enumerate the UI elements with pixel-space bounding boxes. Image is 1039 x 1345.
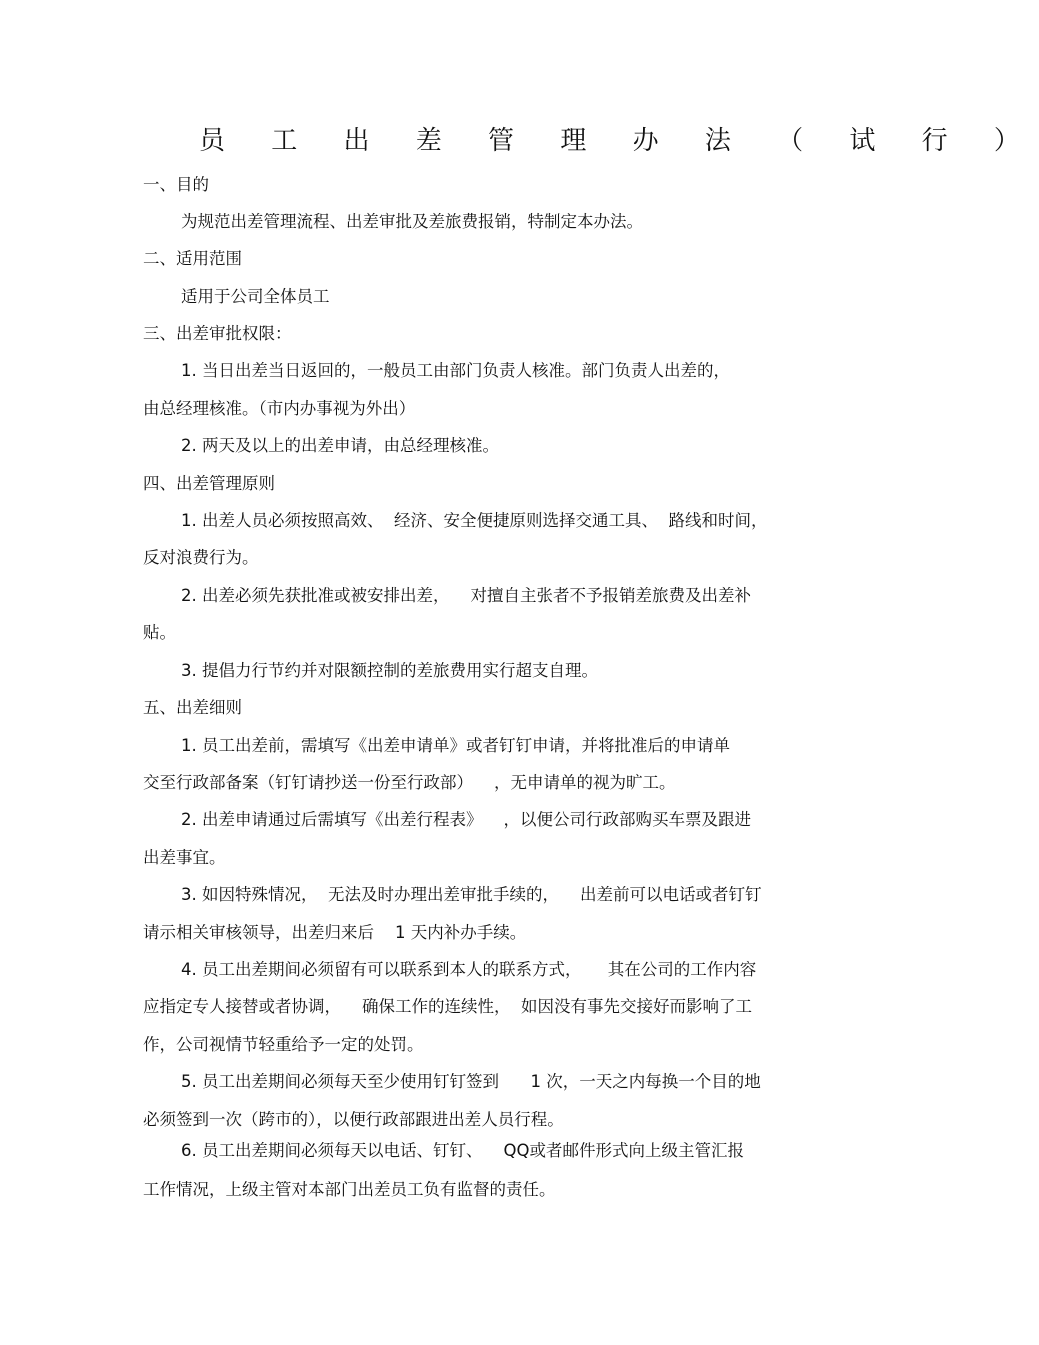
paragraph-line: 3. 如因特殊情况， 无法及时办理出差审批手续的， 出差前可以电话或者钉钉 [181,885,762,904]
section-heading-scope: 二、适用范围 [143,249,242,268]
paragraph-line: 请示相关审核领导，出差归来后 1 天内补办手续。 [143,923,527,942]
paragraph-line: 3. 提倡力行节约并对限额控制的差旅费用实行超支自理。 [181,661,598,680]
paragraph-line: 交至行政部备案（钉钉请抄送一份至行政部） ，无申请单的视为旷工。 [143,773,676,792]
paragraph-line: 由总经理核准。（市内办事视为外出） [143,399,416,418]
paragraph-line: 6. 员工出差期间必须每天以电话、钉钉、 QQ或者邮件形式向上级主管汇报 [181,1141,744,1160]
paragraph-line: 作，公司视情节轻重给予一定的处罚。 [143,1035,424,1054]
paragraph-line: 4. 员工出差期间必须留有可以联系到本人的联系方式， 其在公司的工作内容 [181,960,757,979]
section-heading-purpose: 一、目的 [143,175,209,194]
section-heading-principles: 四、出差管理原则 [143,474,275,493]
paragraph-line: 1. 员工出差前，需填写《出差申请单》或者钉钉申请，并将批准后的申请单 [181,736,730,755]
paragraph-line: 贴。 [143,623,176,642]
section-heading-approval: 三、出差审批权限： [143,324,292,343]
paragraph-line: 应指定专人接替或者协调， 确保工作的连续性， 如因没有事先交接好而影响了工 [143,997,752,1016]
paragraph-line: 2. 两天及以上的出差申请，由总经理核准。 [181,436,499,455]
paragraph-line: 1. 出差人员必须按照高效、 经济、安全便捷原则选择交通工具、 路线和时间， [181,511,768,530]
paragraph-line: 5. 员工出差期间必须每天至少使用钉钉签到 1 次，一天之内每换一个目的地 [181,1072,761,1091]
paragraph-line: 工作情况，上级主管对本部门出差员工负有监督的责任。 [143,1180,556,1199]
paragraph-line: 2. 出差必须先获批准或被安排出差， 对擅自主张者不予报销差旅费及出差补 [181,586,751,605]
paragraph-line: 为规范出差管理流程、出差审批及差旅费报销，特制定本办法。 [181,212,643,231]
paragraph-line: 必须签到一次（跨市的），以便行政部跟进出差人员行程。 [143,1110,564,1129]
document-title: 员 工 出 差 管 理 办 法 （ 试 行 ） [199,126,1039,156]
paragraph-line: 适用于公司全体员工 [181,287,330,306]
section-heading-rules: 五、出差细则 [143,698,242,717]
paragraph-line: 1. 当日出差当日返回的，一般员工由部门负责人核准。部门负责人出差的， [181,361,730,380]
paragraph-line: 出差事宜。 [143,848,226,867]
paragraph-line: 反对浪费行为。 [143,548,259,567]
paragraph-line: 2. 出差申请通过后需填写《出差行程表》 ，以便公司行政部购买车票及跟进 [181,810,751,829]
